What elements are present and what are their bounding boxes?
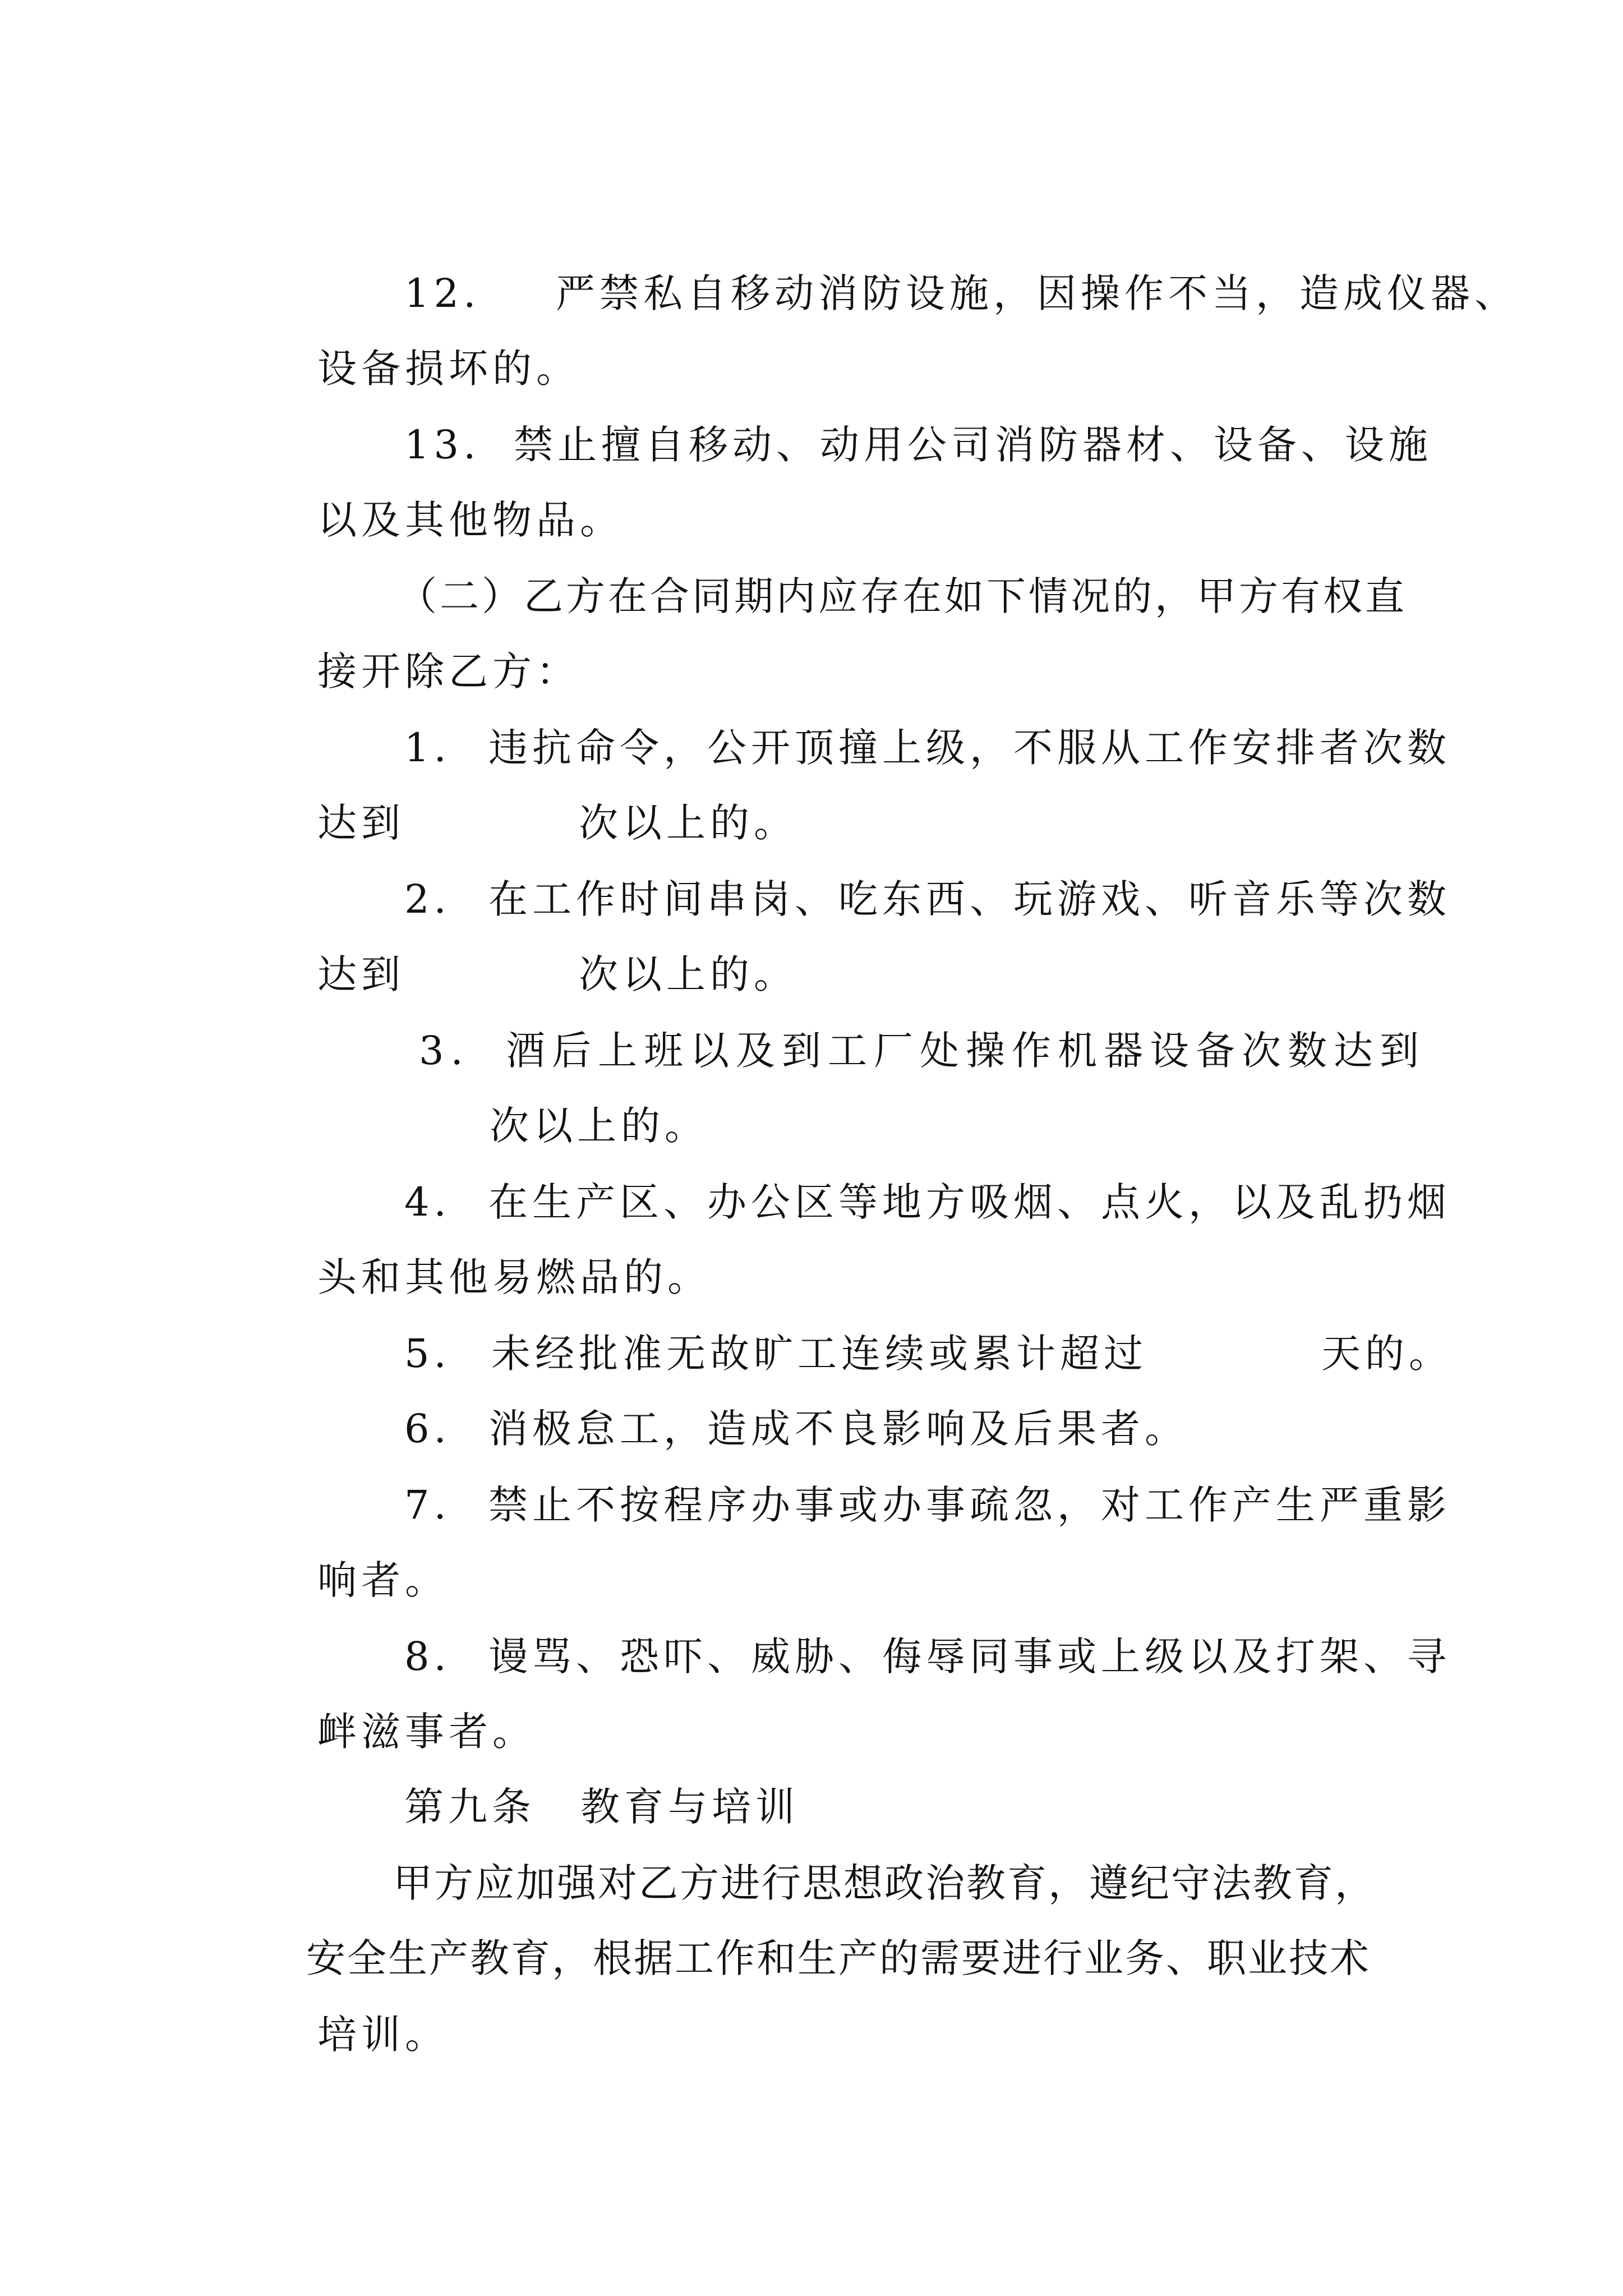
item-text: 谩骂、恐吓、威胁、侮辱同事或上级以及打架、寻 <box>488 1634 1451 1680</box>
paragraph-line <box>250 1959 449 2110</box>
paragraph-text: 安全生产教育，根据工作和生产的需要进行业务、职业技术 <box>306 1935 1371 1981</box>
item-number: 2. <box>404 876 451 922</box>
item-text: 禁止不按程序办事或办事疏忽，对工作产生严重影 <box>488 1482 1451 1528</box>
item-number: 4. <box>404 1179 451 1225</box>
item-number: 8. <box>404 1634 451 1680</box>
article-title: 教育与培训 <box>580 1784 800 1830</box>
item-7-line <box>336 1429 1451 1581</box>
item-text: 未经批准无故旷工连续或累计超过 <box>491 1331 1148 1377</box>
paragraph-text: 培训。 <box>317 2012 449 2058</box>
line-text: 衅滋事者。 <box>317 1709 537 1755</box>
line-text-after: 次以上的。 <box>579 800 798 846</box>
paragraph-text: 甲方应加强对乙方进行思想政治教育，遵纪守法教育， <box>393 1860 1376 1906</box>
item-number: 3. <box>419 1028 470 1074</box>
line-text: 设备损坏的。 <box>317 346 580 392</box>
item-number: 5. <box>404 1331 451 1377</box>
line-text: 以及其他物品。 <box>317 497 624 543</box>
item-text: 禁止擅自移动、动用公司消防器材、设备、设施 <box>514 422 1433 468</box>
item-text: 严禁私自移动消防设施，因操作不当，造成仪器、 <box>556 270 1519 316</box>
item-text: 酒后上班以及到工厂处操作机器设备次数达到 <box>506 1028 1426 1074</box>
item-text: 违抗命令，公开顶撞上级，不服从工作安排者次数 <box>488 725 1451 771</box>
article-number: 第九条 <box>404 1784 536 1830</box>
line-text-after: 次以上的。 <box>579 951 798 997</box>
item-text-after: 天的。 <box>1321 1331 1453 1377</box>
item-number: 1. <box>404 725 451 771</box>
item-number: 12. <box>404 270 481 316</box>
item-number: 7. <box>404 1482 451 1528</box>
item-text: 在工作时间串岗、吃东西、玩游戏、听音乐等次数 <box>488 876 1451 922</box>
line-text: 头和其他易燃品的。 <box>317 1254 712 1300</box>
item-text: 在生产区、办公区等地方吸烟、点火，以及乱扔烟 <box>488 1179 1451 1225</box>
line-text: 次以上的。 <box>490 1103 709 1149</box>
line-text: 达到 <box>317 951 405 997</box>
section-text: （二）乙方在合同期内应存在如下情况的，甲方有权直 <box>398 573 1408 619</box>
item-number: 6. <box>404 1406 451 1452</box>
line-text: 响者。 <box>317 1557 449 1603</box>
item-number: 13. <box>404 422 481 468</box>
line-text: 接开除乙方： <box>317 648 580 694</box>
item-text: 消极怠工，造成不良影响及后果者。 <box>488 1406 1189 1452</box>
line-text: 达到 <box>317 800 405 846</box>
